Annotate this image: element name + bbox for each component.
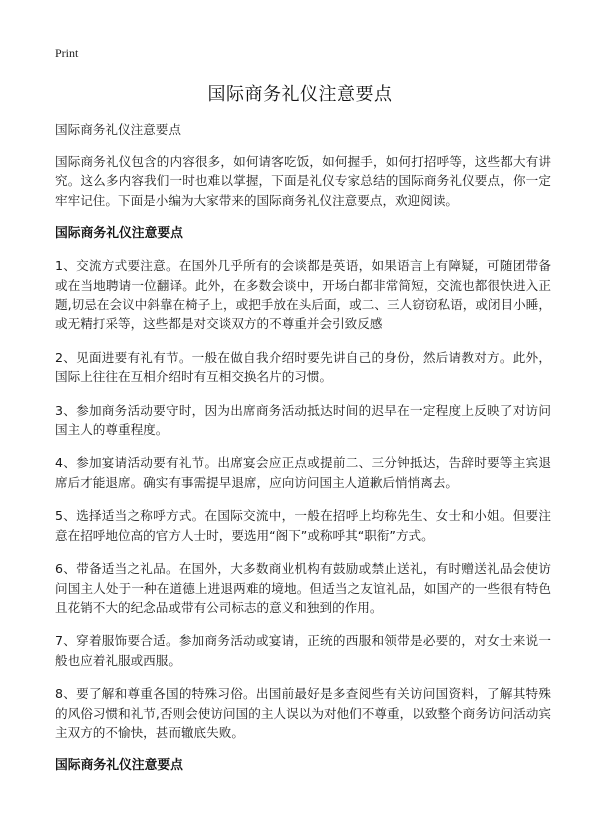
point-paragraph-7: 7、穿着服饰要合适。参加商务活动或宴请，正统的西服和领带是必要的，对女士来说一般也应着礼服或西服。 [55,633,551,668]
section-heading: 国际商务礼仪注意要点 [55,226,183,242]
point-paragraph-5: 5、选择适当之称呼方式。在国际交流中，一般在招呼上均称先生、女士和小姐。但要注意在招呼地位高的官方人士时，要选用“阁下”或称呼其“职衔”方式。 [55,508,551,543]
intro-paragraph: 国际商务礼仪包含的内容很多，如何请客吃饭，如何握手，如何打招呼等，这些都大有讲究。这么多内容我们一时也难以掌握，下面是礼仪专家总结的国际商务礼仪要点，你一定牢牢记住。下面是小编为大家带来的国际商务礼仪注意要点，欢迎阅读。 [55,154,551,208]
article-body [55,120,551,788]
point-paragraph-6: 6、带备适当之礼品。在国外，大多数商业机构有鼓励或禁止送礼，有时赠送礼品会使访问国主人处于一种在道德上进退两难的境地。但适当之友谊礼品，如国产的一些很有特色且花销不大的纪念品或带有公司标志的意义和独到的作用。 [55,561,551,615]
point-paragraph-4: 4、参加宴请活动要有礼节。出席宴会应正点或提前二、三分钟抵达，告辞时要等主宾退席后才能退席。确实有事需提早退席，应向访问国主人道歉后悄悄离去。 [55,455,551,490]
point-paragraph-8: 8、要了解和尊重各国的特殊习俗。出国前最好是多查阅些有关访问国资料，了解其特殊的风俗习惯和礼节,否则会使访问国的主人误以为对他们不尊重，以致整个商务访问活动宾主双方的不愉快，甚而辙底失败。 [55,686,551,740]
section-heading: 国际商务礼仪注意要点 [55,758,183,774]
article-subtitle: 国际商务礼仪注意要点 [55,122,181,137]
point-paragraph-3: 3、参加商务活动要守时，因为出席商务活动抵达时间的迟早在一定程度上反映了对访问国主人的尊重程度。 [55,402,551,438]
print-link[interactable]: Print [55,46,79,60]
page-title: 国际商务礼仪注意要点 [207,84,393,105]
point-paragraph-2: 2、见面进要有礼有节。一般在做自我介绍时要先讲自己的身份，然后请教对方。此外，国际上往往在互相介绍时有互相交换名片的习惯。 [55,349,551,385]
point-paragraph-1: 1、交流方式要注意。在国外几乎所有的会谈都是英语，如果语言上有障疑，可随团带备或在当地聘请一位翻译。此外，在多数会谈中，开场白都非常简短，交流也都很快进入正题,切忌在会议中斜靠在椅子上，或把手放在头后面，或二、三人窃窃私语，或闭目小睡，或无精打采等，这些都是对交谈双方的不尊重并会引致反感 [55,258,551,332]
